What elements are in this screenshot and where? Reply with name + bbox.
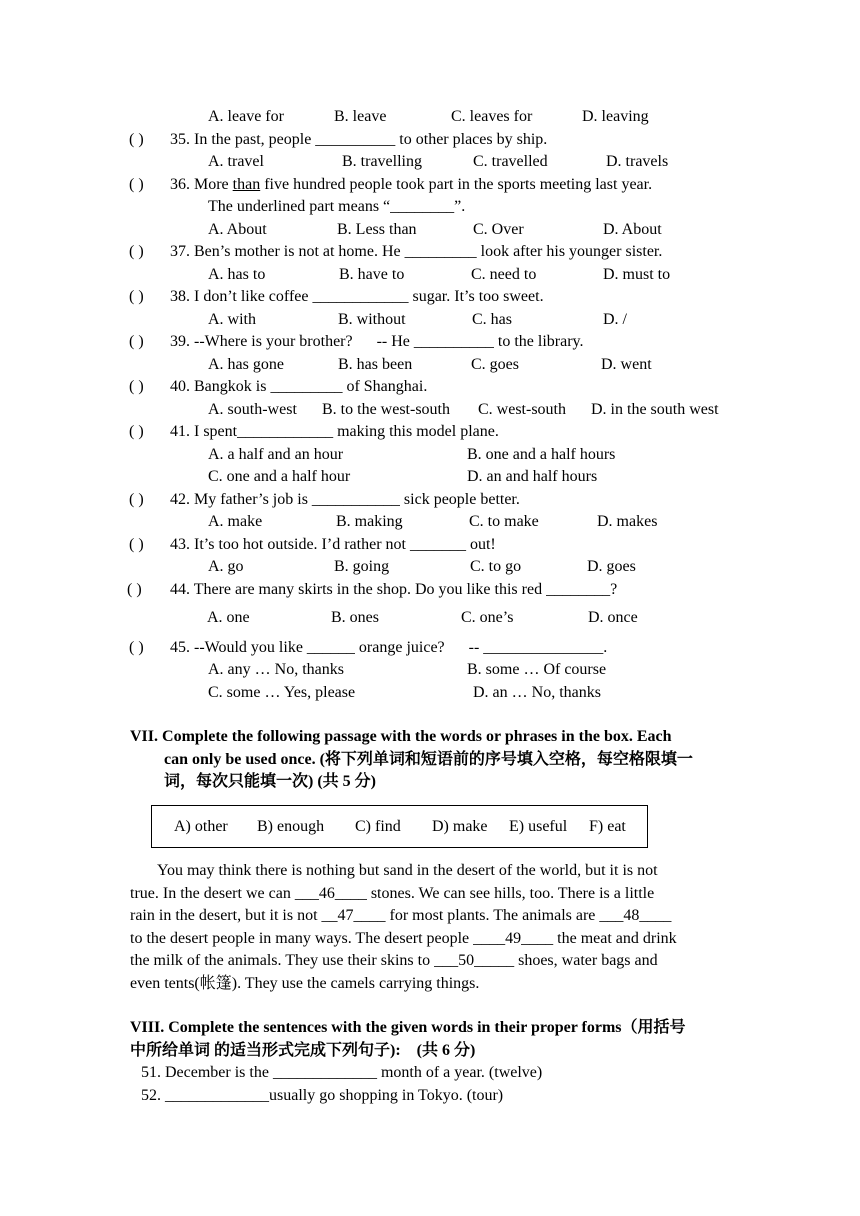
q45-stem: 45. --Would you like ______ orange juice? -- _______________. [170,638,608,656]
q42-option-d: D. makes [597,513,658,530]
q42-stem-row [0,489,860,512]
q42-option-a: A. make [208,513,263,530]
q36-options-row [0,219,860,242]
word-box [151,805,648,848]
q39-option-d: D. went [601,355,652,373]
passage-line: to the desert people in many ways. The desert people ____49____ the meat and drink [130,929,677,947]
q36-option-b: B. Less than [337,220,417,238]
q44-stem-row [0,579,860,603]
q39-option-b: B. has been [338,355,413,373]
q41-option-a: A. a half and an hour [208,445,344,463]
q45-options-row-1 [0,659,860,682]
q40-option-d: D. in the south west [591,400,719,418]
q34-option-c: C. leaves for [451,108,533,125]
q39-options-row [0,354,860,377]
section-8-items [141,1062,741,1107]
passage-line: the milk of the animals. They use their skins to ___50_____ shoes, water bags and [130,952,658,969]
answer-blank[interactable]: ( ) [129,130,144,148]
answer-blank[interactable]: ( ) [129,243,144,260]
q41-stem: 41. I spent____________ making this model plane. [170,423,499,440]
word-box-item: E) useful [509,818,568,835]
q36-option-a: A. About [208,220,267,238]
q42-stem: 42. My father’s job is ___________ sick people better. [170,490,520,508]
section-7-heading-line2: can only be used once. (将下列单词和短语前的序号填入空格，每空格限填一 [164,750,693,768]
q43-option-b: B. going [334,558,390,575]
section-7-heading-line3: 词，每次只能填一次) (共 5 分) [164,773,376,790]
q37-option-a: A. has to [208,265,266,283]
q36-stem-pre: 36. More [170,175,233,193]
word-box-item: D) make [432,818,488,835]
q40-options-row [0,399,860,422]
q41-option-b: B. one and a half hours [467,445,616,463]
answer-blank[interactable]: ( ) [129,378,144,395]
section-8-heading-line1: VIII. Complete the sentences with the given words in their proper forms（用括号 [130,1019,686,1036]
q40-option-a: A. south-west [208,400,297,418]
q42-option-b: B. making [336,513,403,530]
passage-line: rain in the desert, but it is not __47____ for most plants. The animals are ___48____ [130,907,672,924]
q43-option-c: C. to go [470,558,522,575]
q36-stem-post: five hundred people took part in the sports meeting last year. [260,175,653,193]
answer-blank[interactable]: ( ) [129,423,144,440]
section-8-heading-line2: 中所给单词 的适当形式完成下列句子): (共 6 分) [130,1041,476,1059]
q39-stem: 39. --Where is your brother? -- He __________ to the library. [170,333,584,350]
q36-stem-row [0,174,860,197]
fill-item-52: 52. _____________usually go shopping in Tokyo. (tour) [141,1086,504,1104]
q36-stem-line2: The underlined part means “________”. [208,198,466,215]
q34-options-row [0,106,860,129]
q39-stem-row [0,331,860,354]
answer-blank[interactable]: ( ) [127,580,142,598]
q39-option-a: A. has gone [208,355,284,373]
q38-option-d: D. / [603,310,627,328]
q41-options-row-1 [0,444,860,467]
q40-option-c: C. west-south [478,400,566,418]
q38-options-row [0,309,860,332]
q36-underlined-word: than [232,175,261,193]
answer-blank[interactable]: ( ) [129,535,144,553]
q41-option-c: C. one and a half hour [208,468,351,485]
q37-options-row [0,264,860,287]
q43-stem-row [0,534,860,557]
q45-option-a: A. any … No, thanks [208,661,344,678]
section-7-heading-line1: VII. Complete the following passage with the words or phrases in the box. Each [130,728,672,745]
q44-options-row [0,603,860,637]
q44-option-c: C. one’s [461,608,514,626]
passage-line: even tents(帐篷). They use the camels carrying things. [130,974,480,992]
q37-option-d: D. must to [603,265,671,283]
q43-options-row [0,556,860,579]
passage-line: true. In the desert we can ___46____ stones. We can see hills, too. There is a little [130,884,655,902]
q45-stem-row [0,637,860,660]
q40-option-b: B. to the west-south [322,400,450,418]
section-7-heading [130,726,740,794]
answer-blank[interactable]: ( ) [129,638,144,656]
q39-option-c: C. goes [471,355,519,373]
word-box-item: C) find [355,818,401,835]
q45-options-row-2 [0,682,860,705]
q41-options-row-2 [0,466,860,489]
q37-option-b: B. have to [339,265,405,283]
q35-option-d: D. travels [606,153,669,170]
q37-stem-row [0,241,860,264]
q41-option-d: D. an and half hours [467,468,598,485]
q37-stem: 37. Ben’s mother is not at home. He _________ look after his younger sister. [170,243,663,260]
q36-stem [170,174,652,197]
q41-stem-row [0,421,860,444]
q34-option-a: A. leave for [208,108,284,125]
q38-option-c: C. has [472,310,512,328]
q35-option-b: B. travelling [342,153,422,170]
passage-line: You may think there is nothing but sand in the desert of the world, but it is not [157,862,658,879]
q44-option-a: A. one [207,608,250,626]
q35-stem: 35. In the past, people __________ to other places by ship. [170,130,548,148]
fill-item-51: 51. December is the _____________ month of a year. (twelve) [141,1064,543,1081]
q35-options-row [0,151,860,174]
answer-blank[interactable]: ( ) [129,288,144,305]
q45-option-c: C. some … Yes, please [208,683,356,701]
q44-option-d: D. once [588,608,638,626]
q36-stem-row-2 [0,196,860,219]
q35-option-a: A. travel [208,153,264,170]
word-box-item: B) enough [257,818,325,835]
q37-option-c: C. need to [471,265,537,283]
q35-option-c: C. travelled [473,153,548,170]
answer-blank[interactable]: ( ) [129,333,144,350]
multiple-choice-section [0,106,860,704]
q34-option-d: D. leaving [582,108,649,125]
word-box-item: F) eat [589,818,626,835]
q38-stem-row [0,286,860,309]
q36-option-c: C. Over [473,220,524,238]
q42-options-row [0,511,860,534]
q38-option-a: A. with [208,310,256,328]
q35-stem-row [0,129,860,152]
answer-blank[interactable]: ( ) [129,490,144,508]
word-box-item: A) other [174,818,228,835]
answer-blank[interactable]: ( ) [129,175,144,193]
q45-option-b: B. some … Of course [467,661,607,678]
q38-stem: 38. I don’t like coffee ____________ sugar. It’s too sweet. [170,288,544,305]
reading-passage [130,860,740,995]
section-8-heading [130,1017,740,1062]
q44-stem: 44. There are many skirts in the shop. Do you like this red ________? [170,580,618,598]
q38-option-b: B. without [338,310,406,328]
q34-option-b: B. leave [334,108,387,125]
q36-option-d: D. About [603,220,662,238]
q42-option-c: C. to make [469,513,539,530]
q44-option-b: B. ones [331,608,379,626]
q45-option-d: D. an … No, thanks [473,683,601,701]
q43-stem: 43. It’s too hot outside. I’d rather not _______ out! [170,535,496,553]
q43-option-a: A. go [208,558,244,575]
q40-stem-row [0,376,860,399]
q40-stem: 40. Bangkok is _________ of Shanghai. [170,378,428,395]
q43-option-d: D. goes [587,558,636,575]
